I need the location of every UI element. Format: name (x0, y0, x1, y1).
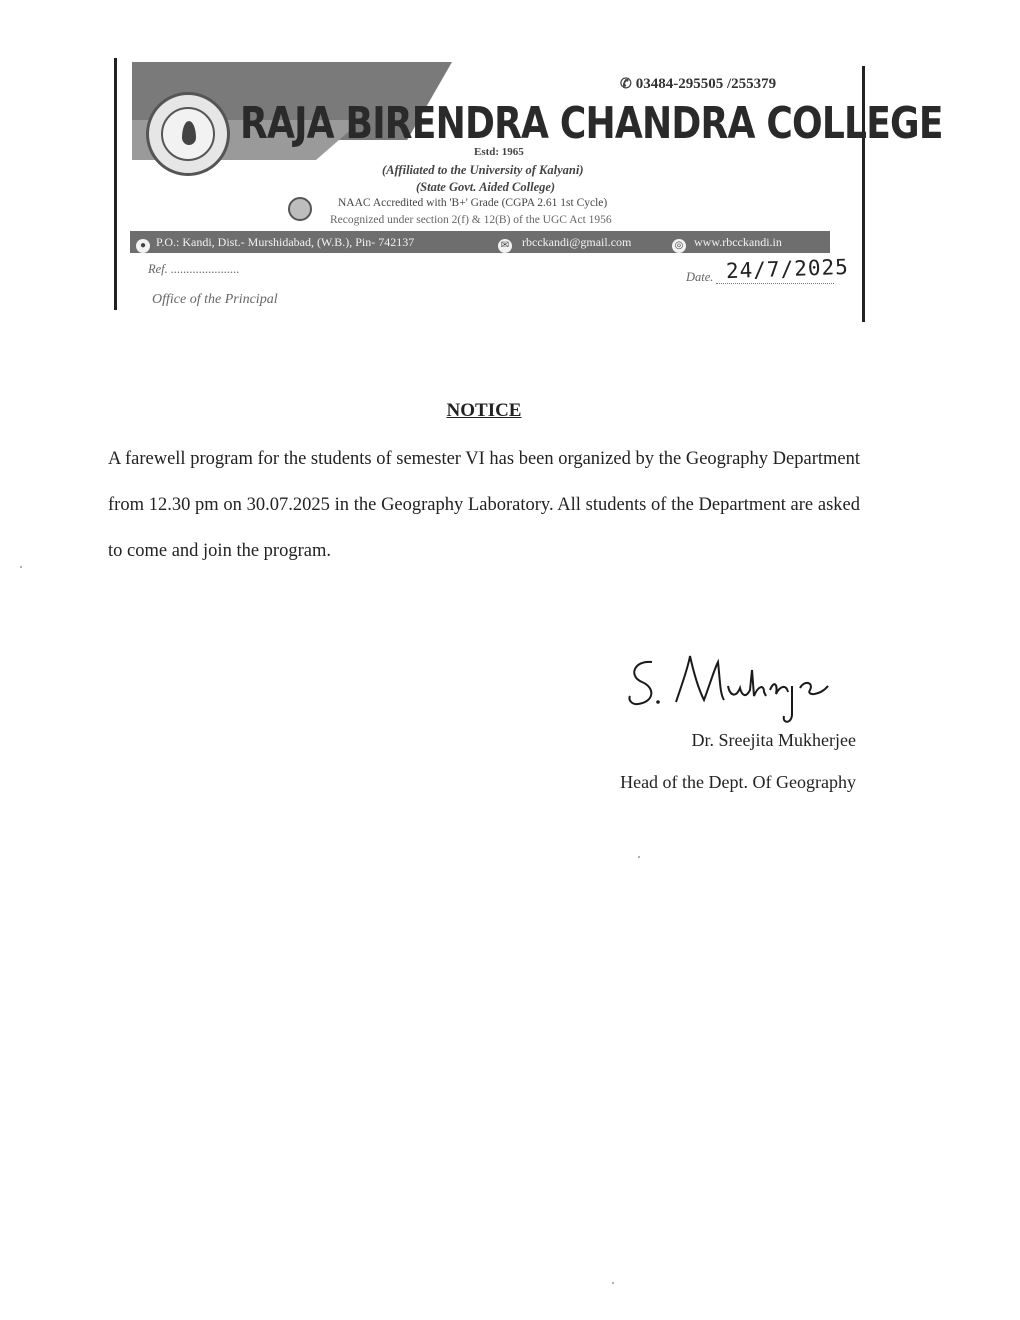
website: www.rbcckandi.in (694, 235, 782, 249)
college-emblem-icon (146, 92, 230, 176)
affiliation: (Affiliated to the University of Kalyani) (382, 163, 584, 177)
scan-speck (612, 1282, 614, 1284)
scan-speck (20, 566, 22, 568)
signatory-name: Dr. Sreejita Mukherjee (691, 730, 856, 750)
handwritten-signature (624, 640, 854, 730)
letterhead-left-border (114, 58, 117, 310)
reference-line: Ref. ...................... (148, 262, 240, 276)
date-dotted-line (716, 283, 834, 284)
address: P.O.: Kandi, Dist.- Murshidabad, (W.B.), Pin- 742137 (156, 235, 415, 249)
phone-number (620, 76, 776, 93)
email: rbcckandi@gmail.com (522, 235, 632, 249)
phone-number-text: 03484-295505 /255379 (635, 76, 777, 92)
ugc-recognition: Recognized under section 2(f) & 12(B) of the UGC Act 1956 (330, 214, 612, 226)
handwritten-date: 24/7/2025 (725, 254, 850, 284)
scan-speck (638, 856, 640, 858)
notice-title: NOTICE (446, 400, 522, 421)
naac-logo-icon (288, 197, 312, 221)
contact-bar: ● P.O.: Kandi, Dist.- Murshidabad, (W.B.), Pin- 742137 ✉ rbcckandi@gmail.com ◎ www.rbcckandi.in (130, 231, 830, 253)
date-label: Date. (686, 270, 714, 284)
naac-accreditation: NAAC Accredited with 'B+' Grade (CGPA 2.61 1st Cycle) (338, 197, 608, 209)
signatory-title: Head of the Dept. Of Geography (620, 772, 856, 792)
office-of-principal: Office of the Principal (152, 292, 278, 307)
college-name: RAJA BIRENDRA CHANDRA COLLEGE (240, 98, 943, 149)
established-year: Estd: 1965 (474, 146, 524, 158)
phone-icon: ✆ (620, 77, 632, 92)
govt-status: (State Govt. Aided College) (416, 180, 556, 194)
notice-body: A farewell program for the students of semester VI has been organized by the Geography Department from 12.30 pm on 30.07.2025 in the Geography Laboratory. All students of the Department are asked to come and join the program. (108, 449, 860, 561)
